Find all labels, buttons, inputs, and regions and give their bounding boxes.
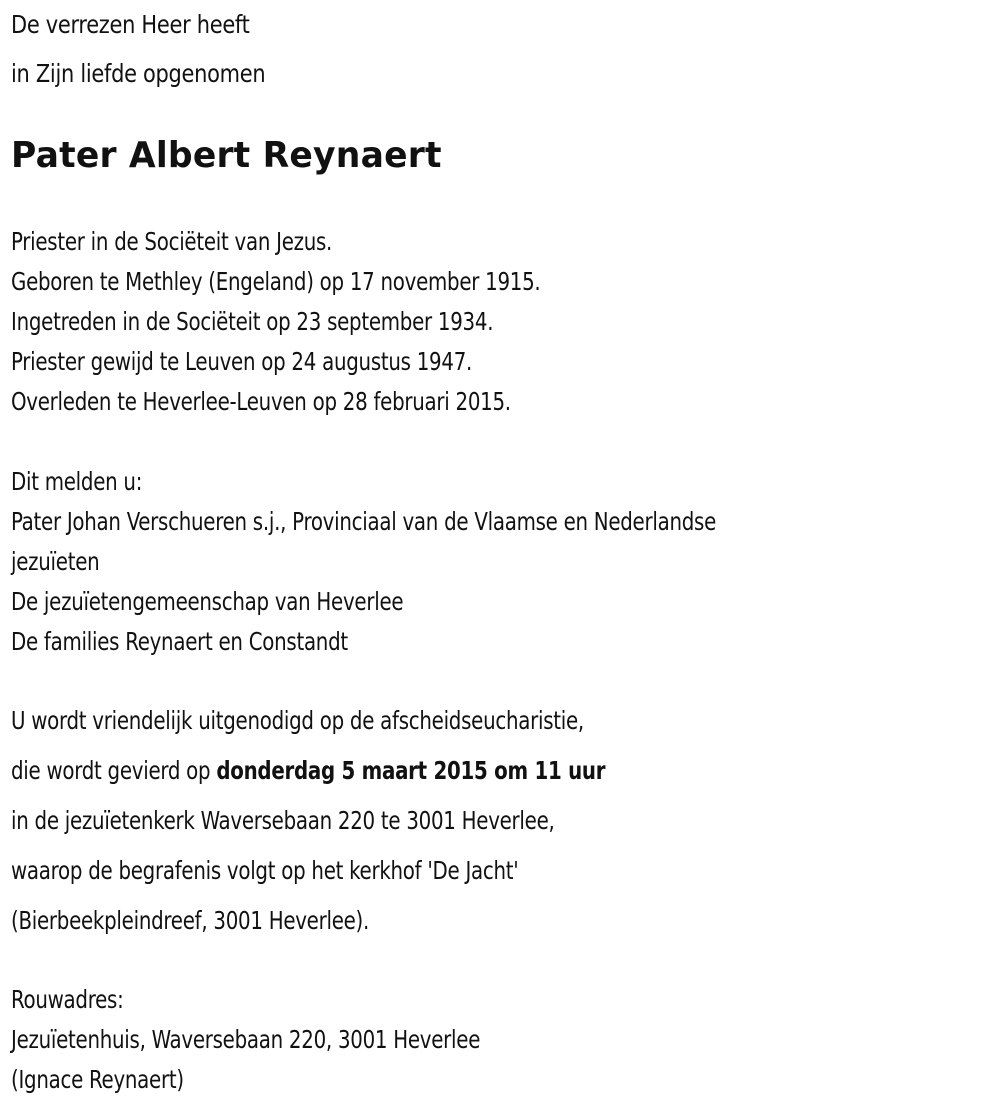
bio-line [11, 227, 376, 257]
announcers-heading-text: Dit melden u: [11, 467, 143, 496]
invitation-line-1-text: U wordt vriendelijk uitgenodigd op de afscheidseucharistie, [11, 706, 584, 735]
intro-line-1 [11, 10, 267, 40]
announcer-line [11, 587, 457, 617]
invitation-line-5-text: (Bierbeekpleindreef, 3001 Heverlee). [11, 906, 370, 935]
bio-line-text: Priester gewijd te Leuven op 24 augustus 1947. [11, 347, 473, 376]
bio-line [11, 267, 613, 297]
mourning-contact [11, 1065, 207, 1095]
announcer-line [11, 627, 394, 657]
ceremony-datetime: donderdag 5 maart 2015 om 11 uur [216, 756, 606, 785]
announcer-line [11, 547, 111, 577]
mourning-contact-text: (Ignace Reynaert) [11, 1065, 184, 1094]
bio-line [11, 307, 559, 337]
deceased-name-title [11, 134, 460, 178]
bio-line-text: Ingetreden in de Sociëteit op 23 september 1934. [11, 307, 494, 336]
intro-line-2 [11, 59, 284, 89]
invitation-line-2 [11, 756, 686, 786]
announcer-line [11, 507, 812, 537]
invitation-line-2-text [11, 756, 605, 786]
invitation-line-4 [11, 856, 588, 886]
invitation-line-4-text: waarop de begrafenis volgt op het kerkhof 'De Jacht' [11, 856, 519, 885]
invitation-line-1 [11, 706, 662, 736]
bio-line-text: Priester in de Sociëteit van Jezus. [11, 227, 333, 256]
bio-line [11, 387, 579, 417]
intro-line-1-text: De verrezen Heer heeft [11, 10, 250, 39]
bio-line-text: Overleden te Heverlee-Leuven op 28 februari 2015. [11, 387, 511, 416]
invitation-line-2-prefix: die wordt gevierd op [11, 756, 217, 785]
announcer-line-text: jezuïeten [11, 547, 100, 576]
bio-line-text: Geboren te Methley (Engeland) op 17 november 1915. [11, 267, 541, 296]
invitation-line-3 [11, 806, 629, 836]
intro-line-2-text: in Zijn liefde opgenomen [11, 59, 266, 88]
invitation-line-5 [11, 906, 418, 936]
announcer-line-text: De families Reynaert en Constandt [11, 627, 348, 656]
deceased-name-text: Pater Albert Reynaert [11, 135, 442, 176]
bio-line [11, 347, 535, 377]
announcers-heading [11, 467, 160, 497]
mourning-address-heading-text: Rouwadres: [11, 985, 124, 1014]
mourning-address-heading [11, 985, 139, 1015]
invitation-line-3-text: in de jezuïetenkerk Waversebaan 220 te 3001 Heverlee, [11, 806, 555, 835]
announcer-line-text: De jezuïetengemeenschap van Heverlee [11, 587, 404, 616]
mourning-address [11, 1025, 544, 1055]
mourning-address-text: Jezuïetenhuis, Waversebaan 220, 3001 Heverlee [11, 1025, 481, 1054]
announcer-line-text: Pater Johan Verschueren s.j., Provinciaal van de Vlaamse en Nederlandse [11, 507, 717, 536]
